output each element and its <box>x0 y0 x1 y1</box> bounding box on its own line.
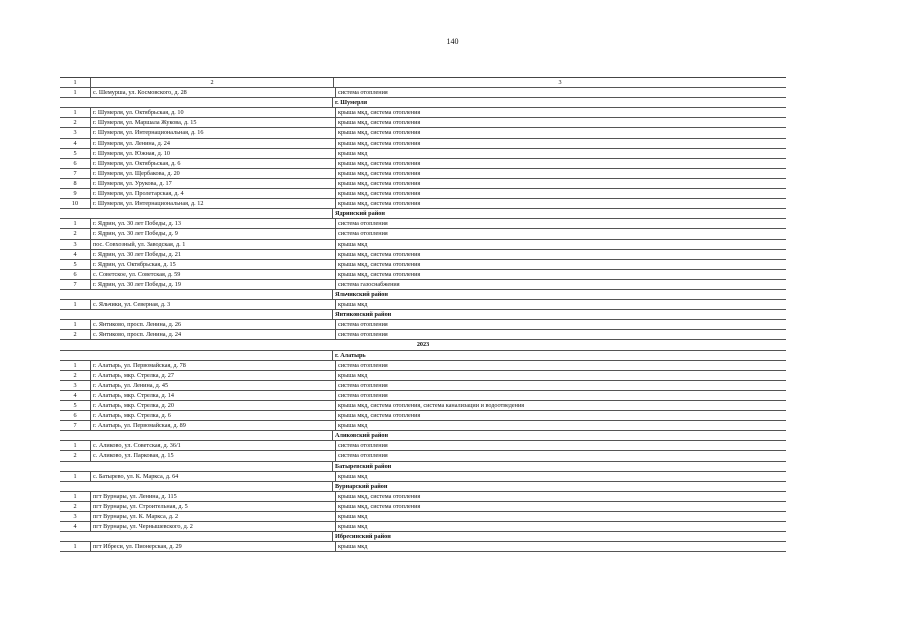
row-number: 10 <box>60 199 91 208</box>
section-spacer <box>60 351 333 360</box>
table-row <box>60 542 786 552</box>
row-address: г. Алатырь, мкр. Стрелка, д. 14 <box>91 391 336 400</box>
section-row <box>60 209 786 219</box>
row-number: 2 <box>60 451 91 460</box>
row-number: 2 <box>60 118 91 127</box>
row-work: крыша мкд <box>338 301 368 309</box>
row-number: 1 <box>60 472 91 481</box>
row-number: 3 <box>60 512 91 521</box>
row-number: 7 <box>60 421 91 430</box>
section-title: г. Шумерля <box>335 99 368 107</box>
row-work: система отопления <box>338 452 388 460</box>
row-work: система отопления <box>338 321 388 329</box>
row-number: 1 <box>60 542 91 551</box>
table-row <box>60 411 786 421</box>
row-number: 2 <box>60 330 91 339</box>
year-row <box>60 340 786 350</box>
row-address: пос. Совхозный, ул. Заводская, д. 1 <box>91 240 336 249</box>
table-row <box>60 169 786 179</box>
row-work: крыша мкд, система отопления <box>338 159 421 167</box>
row-address: г. Шумерля, ул. Октябрьская, д. 10 <box>91 108 336 117</box>
row-address: с. Шемурша, ул. Космовского, д. 28 <box>91 88 336 97</box>
table-row <box>60 441 786 451</box>
row-number: 5 <box>60 401 91 410</box>
row-number: 2 <box>60 502 91 511</box>
row-number: 1 <box>60 492 91 501</box>
table-row <box>60 522 786 532</box>
row-address: г. Ядрин, ул. 30 лет Победы, д. 21 <box>91 250 336 259</box>
table-row <box>60 401 786 411</box>
header-col-1: 1 <box>60 78 91 87</box>
row-address: пгт Вурнары, ул. Чернышевского, д. 2 <box>91 522 336 531</box>
row-address: г. Ядрин, ул. 30 лет Победы, д. 9 <box>91 229 336 238</box>
row-work: система отопления <box>338 331 388 339</box>
section-title: Яльчикский район <box>335 290 388 298</box>
section-row <box>60 462 786 472</box>
section-title: г. Алатырь <box>335 351 366 359</box>
section-spacer <box>60 209 333 218</box>
row-number: 1 <box>60 108 91 117</box>
row-work: система отопления <box>338 381 388 389</box>
row-address: с. Яльчики, ул. Северная, д. 3 <box>91 300 336 309</box>
table-row <box>60 371 786 381</box>
header-col-3: 3 <box>558 79 562 86</box>
row-number: 4 <box>60 139 91 148</box>
row-address: г. Алатырь, ул. Первомайская, д. 78 <box>91 361 336 370</box>
row-number: 3 <box>60 128 91 137</box>
table-row <box>60 240 786 250</box>
row-address: г. Шумерля, ул. Октябрьская, д. 6 <box>91 159 336 168</box>
table-row <box>60 118 786 128</box>
row-number: 6 <box>60 159 91 168</box>
row-number: 7 <box>60 169 91 178</box>
row-address: г. Шумерля, ул. Ленина, д. 24 <box>91 139 336 148</box>
row-work: крыша мкд, система отопления <box>338 412 421 420</box>
table-row <box>60 199 786 209</box>
row-number: 3 <box>60 240 91 249</box>
table-row <box>60 108 786 118</box>
table-row <box>60 381 786 391</box>
section-spacer <box>60 98 333 107</box>
row-number: 2 <box>60 371 91 380</box>
row-number: 3 <box>60 381 91 390</box>
row-work: крыша мкд, система отопления <box>338 119 421 127</box>
table-row <box>60 159 786 169</box>
table-row <box>60 270 786 280</box>
row-address: с. Советское, ул. Советская, д. 59 <box>91 270 336 279</box>
table-row <box>60 300 786 310</box>
section-row <box>60 431 786 441</box>
section-row <box>60 532 786 542</box>
row-number: 1 <box>60 219 91 228</box>
row-address: г. Алатырь, мкр. Стрелка, д. 27 <box>91 371 336 380</box>
section-row <box>60 351 786 361</box>
section-spacer <box>60 532 333 541</box>
row-work: крыша мкд, система отопления <box>338 502 421 510</box>
row-address: г. Шумерля, ул. Южная, д. 10 <box>91 149 336 158</box>
table-row <box>60 330 786 340</box>
table-row <box>60 421 786 431</box>
table-row <box>60 472 786 482</box>
table-row <box>60 361 786 371</box>
section-row <box>60 98 786 108</box>
section-title: Ядринский район <box>335 210 385 218</box>
row-work: крыша мкд <box>338 543 368 551</box>
row-work: крыша мкд, система отопления <box>338 492 421 500</box>
row-work: крыша мкд, система отопления <box>338 109 421 117</box>
row-number: 1 <box>60 361 91 370</box>
section-spacer <box>60 310 333 319</box>
row-work: крыша мкд, система отопления, система канализации и водоотведения <box>338 402 525 409</box>
row-work: крыша мкд <box>338 523 368 531</box>
row-address: пгт Вурнары, ул. Ленина, д. 115 <box>91 492 336 501</box>
row-work: крыша мкд <box>338 371 368 379</box>
row-address: с. Аликово, ул. Парковая, д. 15 <box>91 451 336 460</box>
row-address: с. Янтиково, просп. Ленина, д. 26 <box>91 320 336 329</box>
row-address: г. Алатырь, ул. Ленина, д. 45 <box>91 381 336 390</box>
row-address: с. Аликово, ул. Советская, д. 36/1 <box>91 441 336 450</box>
section-spacer <box>60 462 333 471</box>
section-spacer <box>60 290 333 299</box>
section-row <box>60 310 786 320</box>
table-row <box>60 280 786 290</box>
row-number: 7 <box>60 280 91 289</box>
row-work: система газоснабжения <box>338 280 400 288</box>
row-address: г. Алатырь, ул. Первомайская, д. 89 <box>91 421 336 430</box>
page-number: 140 <box>446 37 459 46</box>
table-header-row <box>60 78 786 88</box>
row-address: г. Шумерля, ул. Щербакова, д. 20 <box>91 169 336 178</box>
table-row <box>60 260 786 270</box>
table-row <box>60 492 786 502</box>
row-address: г. Шумерля, ул. Урукова, д. 17 <box>91 179 336 188</box>
row-work: система отопления <box>338 89 388 97</box>
works-table <box>60 77 786 552</box>
section-title: Янтиковский район <box>335 311 392 319</box>
table-row <box>60 189 786 199</box>
row-number: 9 <box>60 189 91 198</box>
section-title: Батыревский район <box>335 462 392 470</box>
row-work: крыша мкд <box>338 422 368 430</box>
table-row <box>60 391 786 401</box>
row-work: крыша мкд, система отопления <box>338 200 421 208</box>
row-number: 1 <box>60 88 91 97</box>
row-work: крыша мкд, система отопления <box>338 179 421 187</box>
row-address: пгт Ибреси, ул. Пионерская, д. 29 <box>91 542 336 551</box>
row-number: 8 <box>60 179 91 188</box>
row-work: крыша мкд <box>338 240 368 248</box>
row-number: 1 <box>60 300 91 309</box>
row-number: 2 <box>60 229 91 238</box>
row-number: 6 <box>60 411 91 420</box>
row-work: система отопления <box>338 442 388 450</box>
row-address: г. Шумерля, ул. Маршала Жукова, д. 15 <box>91 118 336 127</box>
row-number: 5 <box>60 260 91 269</box>
row-work: крыша мкд, система отопления <box>338 270 421 278</box>
row-number: 4 <box>60 391 91 400</box>
row-work: система отопления <box>338 361 388 369</box>
row-work: система отопления <box>338 391 388 399</box>
section-row <box>60 290 786 300</box>
row-number: 4 <box>60 250 91 259</box>
row-address: г. Алатырь, мкр. Стрелка, д. 20 <box>91 401 336 410</box>
row-work: крыша мкд <box>338 149 368 157</box>
table-row <box>60 139 786 149</box>
row-work: крыша мкд, система отопления <box>338 190 421 198</box>
section-spacer <box>60 482 333 491</box>
row-address: г. Шумерля, ул. Интернациональная, д. 12 <box>91 199 336 208</box>
row-address: г. Ядрин, ул. 30 лет Победы, д. 13 <box>91 219 336 228</box>
section-spacer <box>60 431 333 440</box>
table-row <box>60 250 786 260</box>
row-work: крыша мкд, система отопления <box>338 169 421 177</box>
row-work: система отопления <box>338 220 388 228</box>
table-row <box>60 149 786 159</box>
row-number: 1 <box>60 320 91 329</box>
table-row <box>60 512 786 522</box>
table-row <box>60 219 786 229</box>
table-row <box>60 128 786 138</box>
row-number: 6 <box>60 270 91 279</box>
row-address: г. Шумерля, ул. Интернациональная, д. 16 <box>91 128 336 137</box>
row-work: крыша мкд, система отопления <box>338 129 421 137</box>
row-address: г. Ядрин, ул. 30 лет Победы, д. 19 <box>91 280 336 289</box>
table-row <box>60 451 786 461</box>
section-title: Вурнарский район <box>335 482 388 490</box>
table-row <box>60 502 786 512</box>
row-address: с. Батырево, ул. К. Маркса, д. 64 <box>91 472 336 481</box>
row-address: г. Алатырь, мкр. Стрелка, д. 6 <box>91 411 336 420</box>
row-address: пгт Вурнары, ул. Строительная, д. 5 <box>91 502 336 511</box>
section-title: Аликовский район <box>335 432 389 440</box>
table-row <box>60 179 786 189</box>
row-work: крыша мкд, система отопления <box>338 250 421 258</box>
row-number: 1 <box>60 441 91 450</box>
row-work: крыша мкд, система отопления <box>338 139 421 147</box>
row-work: крыша мкд <box>338 472 368 480</box>
section-title: Ибресинский район <box>335 533 391 541</box>
header-col-2: 2 <box>91 78 334 87</box>
row-work: крыша мкд, система отопления <box>338 260 421 268</box>
row-number: 4 <box>60 522 91 531</box>
row-address: пгт Вурнары, ул. К. Маркса, д. 2 <box>91 512 336 521</box>
row-work: крыша мкд <box>338 513 368 521</box>
table-row <box>60 88 786 98</box>
table-row <box>60 320 786 330</box>
row-number: 5 <box>60 149 91 158</box>
row-address: с. Янтиково, просп. Ленина, д. 24 <box>91 330 336 339</box>
row-address: г. Шумерля, ул. Пролетарская, д. 4 <box>91 189 336 198</box>
row-address: г. Ядрин, ул. Октябрьская, д. 15 <box>91 260 336 269</box>
section-row <box>60 482 786 492</box>
table-row <box>60 229 786 239</box>
row-work: система отопления <box>338 230 388 238</box>
year-title: 2023 <box>416 341 430 349</box>
